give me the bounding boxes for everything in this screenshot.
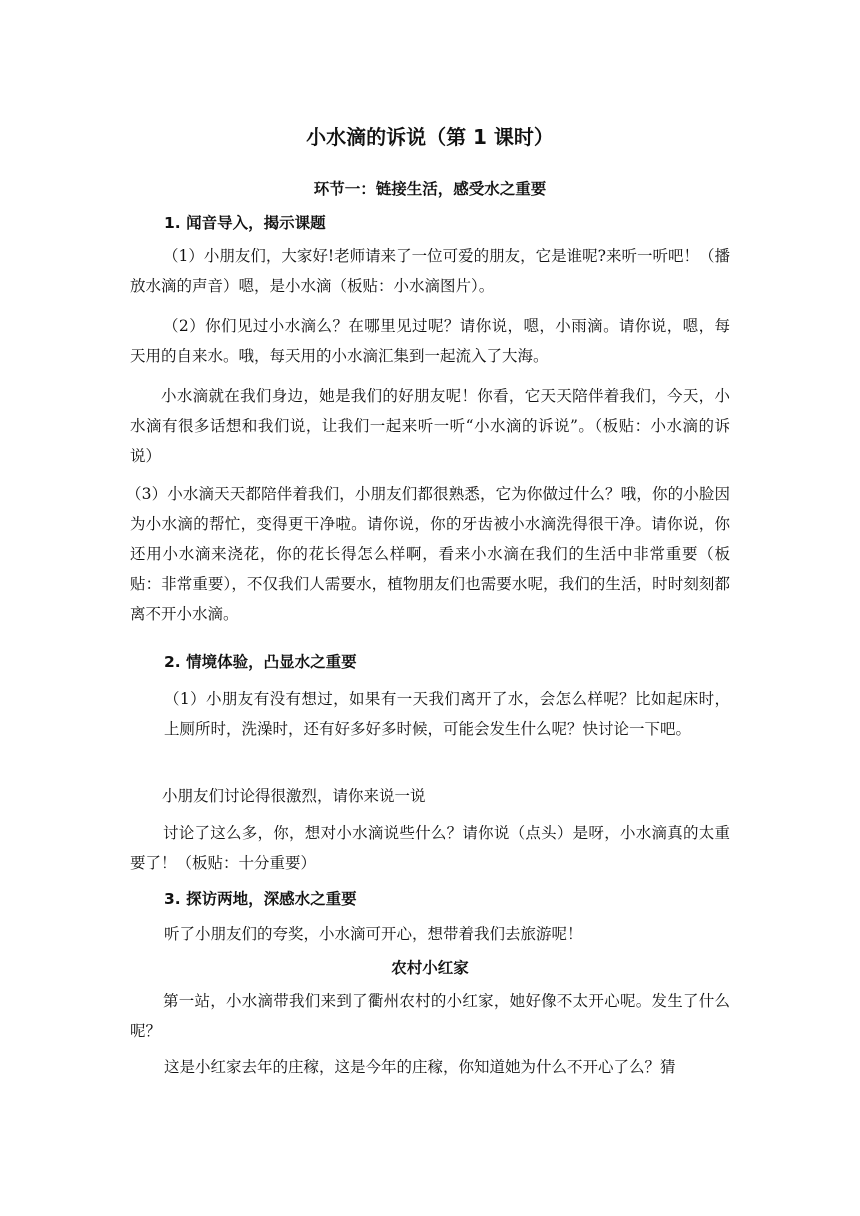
paragraph-1: （1）小朋友们，大家好!老师请来了一位可爱的朋友，它是谁呢?来听一听吧！（播放水滴的声音）嗯，是小水滴（板贴：小水滴图片）。 <box>130 247 730 295</box>
subheading-3: 3. 探访两地，深感水之重要 <box>164 890 357 908</box>
paragraph-10: 这是小红家去年的庄稼，这是今年的庄稼，你知道她为什么不开心了么？猜 <box>164 1058 676 1076</box>
paragraph-7: 讨论了这么多，你，想对小水滴说些什么？请你说（点头）是呀，小水滴真的太重要了！（板贴：十分重要） <box>130 824 730 872</box>
subheading-4: 农村小红家 <box>391 959 469 977</box>
section-heading: 环节一：链接生活，感受水之重要 <box>313 180 547 198</box>
paragraph-9: 第一站，小水滴带我们来到了衢州农村的小红家，她好像不太开心呢。发生了什么呢？ <box>130 992 730 1040</box>
paragraph-8: 听了小朋友们的夸奖，小水滴可开心，想带着我们去旅游呢！ <box>164 925 583 943</box>
paragraph-3: 小水滴就在我们身边，她是我们的好朋友呢！你看，它天天陪伴着我们，今天，小水滴有很多话想和我们说，让我们一起来听一听“小水滴的诉说”。（板贴：小水滴的诉说） <box>130 387 730 465</box>
page-title: 小水滴的诉说（第 1 课时） <box>306 125 554 149</box>
subheading-1: 1. 闻音导入，揭示课题 <box>164 214 326 232</box>
paragraph-6: 小朋友们讨论得很激烈，请你来说一说 <box>162 787 426 805</box>
paragraph-4: （3）小水滴天天都陪伴着我们，小朋友们都很熟悉，它为你做过什么？哦，你的小脸因为小水滴的帮忙，变得更干净啦。请你说，你的牙齿被小水滴洗得很干净。请你说，你还用小水滴来浇花，你的花长得怎么样啊，看来小水滴在我们的生活中非常重要（板贴：非常重要），不仅我们人需要水，植物朋友们也需要水呢，我们的生活，时时刻刻都离不开小水滴。 <box>126 485 730 623</box>
paragraph-5: （1）小朋友有没有想过，如果有一天我们离开了水，会怎么样呢？比如起床时，上厕所时，洗澡时，还有好多好多时候，可能会发生什么呢？快讨论一下吧。 <box>164 690 730 738</box>
subheading-2: 2. 情境体验，凸显水之重要 <box>164 653 357 671</box>
paragraph-2: （2）你们见过小水滴么？在哪里见过呢？请你说，嗯，小雨滴。请你说，嗯，每天用的自来水。哦，每天用的小水滴汇集到一起流入了大海。 <box>130 317 730 365</box>
